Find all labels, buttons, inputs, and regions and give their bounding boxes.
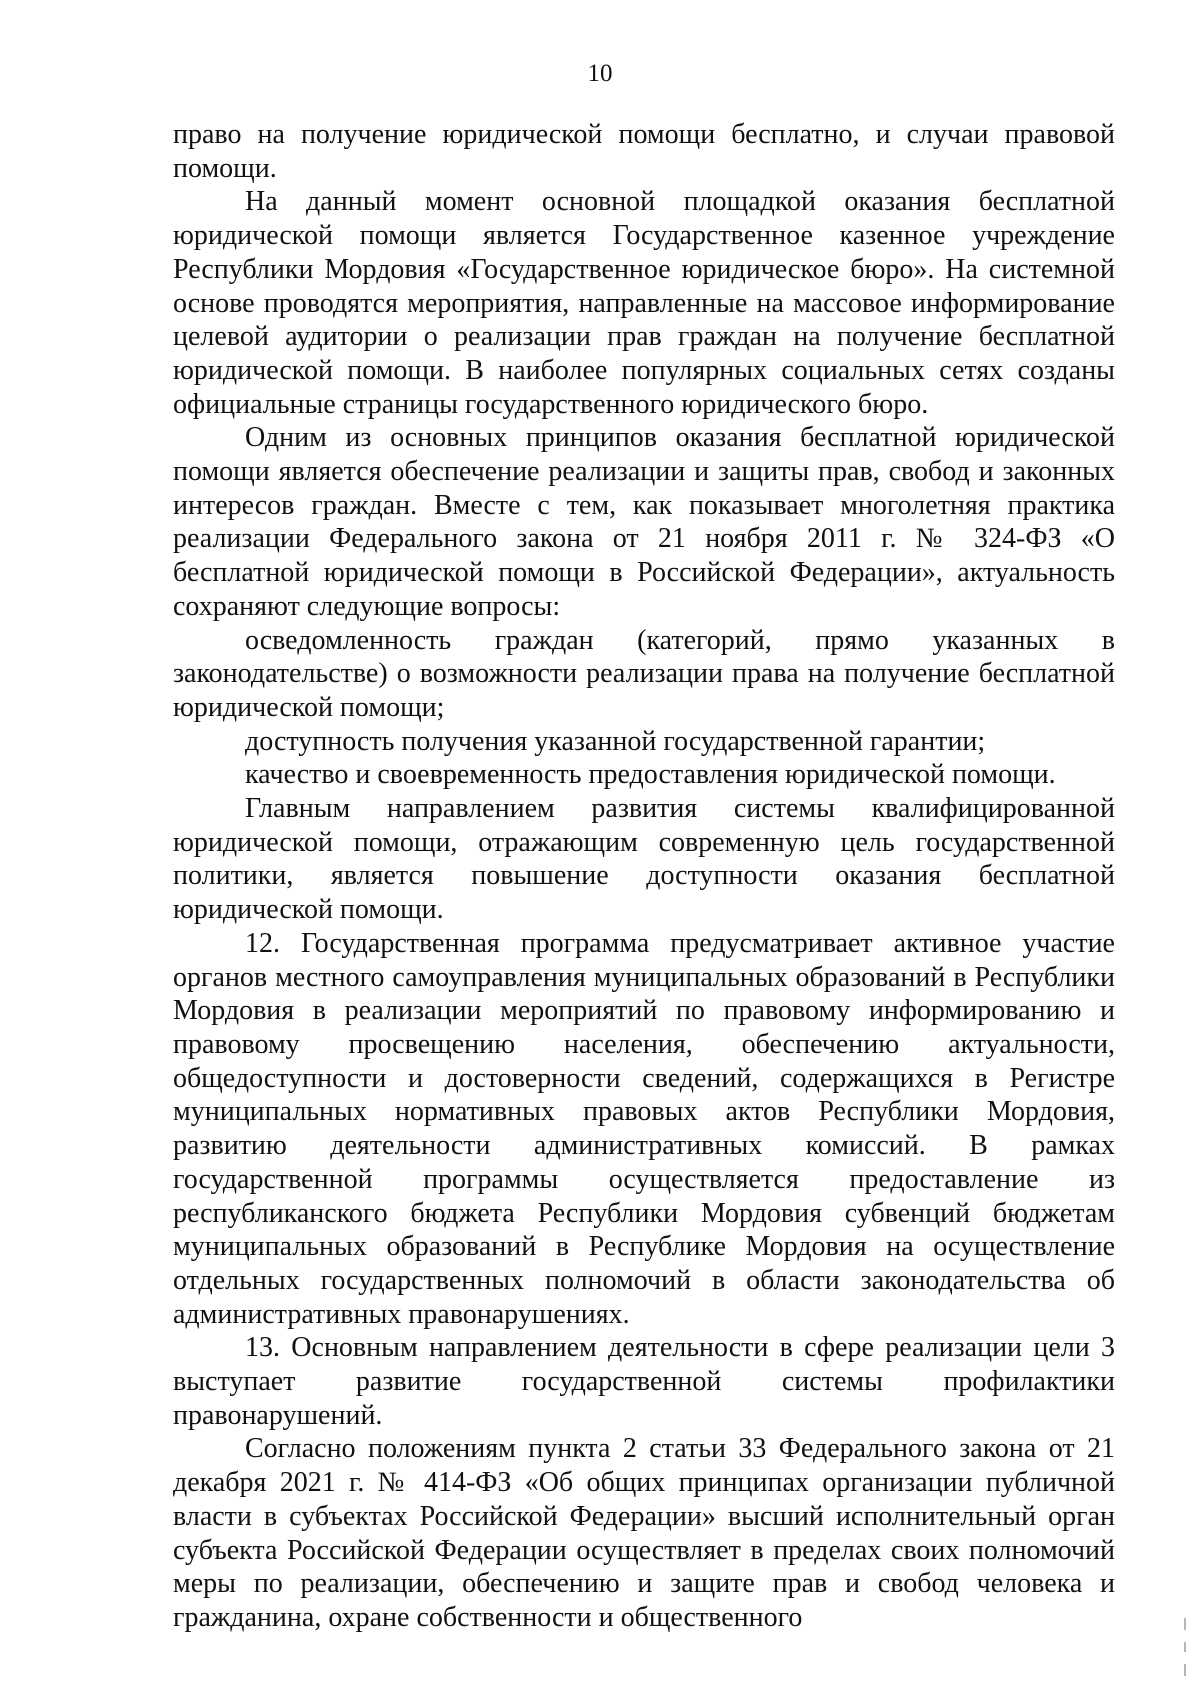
paragraph-item-13: 13. Основным направлением деятельности в сфере реализации цели 3 выступает развитие государственной системы профилактики правонарушений. bbox=[173, 1332, 1115, 1431]
scan-edge-mark bbox=[1184, 1642, 1186, 1652]
paragraph-continuation: право на получение юридической помощи бесплатно, и случаи правовой помощи. bbox=[173, 119, 1115, 184]
paragraph-legal-bureau: На данный момент основной площадкой оказания бесплатной юридической помощи является Государственное казенное учреждение Республики Мордовия «Государственное юридическое бюро». На системной основе проводятся мероприятия, направленные на массовое информирование целевой аудитории о реализации прав граждан на получение бесплатной юридической помощи. В наиболее популярных социальных сетях созданы официальные страницы государственного юридического бюро. bbox=[173, 186, 1115, 420]
paragraph-principles: Одним из основных принципов оказания бесплатной юридической помощи является обеспечение реализации и защиты прав, свобод и законных интересов граждан. Вместе с тем, как показывает многолетняя практика реализации Федерального закона от 21 ноября 2011 г. № 324-ФЗ «О бесплатной юридической помощи в Российской Федерации», актуальность сохраняют следующие вопросы: bbox=[173, 422, 1115, 622]
list-item-quality: качество и своевременность предоставления юридической помощи. bbox=[245, 759, 1056, 791]
document-body bbox=[173, 118, 1115, 1635]
page-number: 10 bbox=[587, 60, 613, 87]
scan-edge-mark bbox=[1184, 1618, 1186, 1630]
list-item-awareness: осведомленность граждан (категорий, прямо указанных в законодательстве) о возможности реализации права на получение бесплатной юридической помощи; bbox=[173, 624, 1115, 723]
paragraph-item-12: 12. Государственная программа предусматривает активное участие органов местного самоуправления муниципальных образований в Республики Мордовия в реализации мероприятий по правовому информированию и правовому просвещению населения, обеспечению актуальности, общедоступности и достоверности сведений, содержащихся в Регистре муниципальных нормативных правовых актов Республики Мордовия, развитию деятельности административных комиссий. В рамках государственной программы осуществляется предоставление из республиканского бюджета Республики Мордовия субвенций бюджетам муниципальных образований в Республике Мордовия на осуществление отдельных государственных полномочий в области законодательства об административных правонарушениях. bbox=[173, 927, 1115, 1330]
paragraph-federal-law: Согласно положениям пункта 2 статьи 33 Федерального закона от 21 декабря 2021 г. № 414-ФЗ «Об общих принципах организации публичной власти в субъектах Российской Федерации» высший исполнительный орган субъекта Российской Федерации осуществляет в пределах своих полномочий меры по реализации, обеспечению и защите прав и свобод человека и гражданина, охране собственности и общественного bbox=[173, 1433, 1115, 1633]
paragraph-main-direction: Главным направлением развития системы квалифицированной юридической помощи, отражающим современную цель государственной политики, является повышение доступности оказания бесплатной юридической помощи. bbox=[173, 793, 1115, 926]
scan-edge-mark bbox=[1184, 1664, 1186, 1676]
list-item-accessibility: доступность получения указанной государственной гарантии; bbox=[245, 725, 986, 757]
